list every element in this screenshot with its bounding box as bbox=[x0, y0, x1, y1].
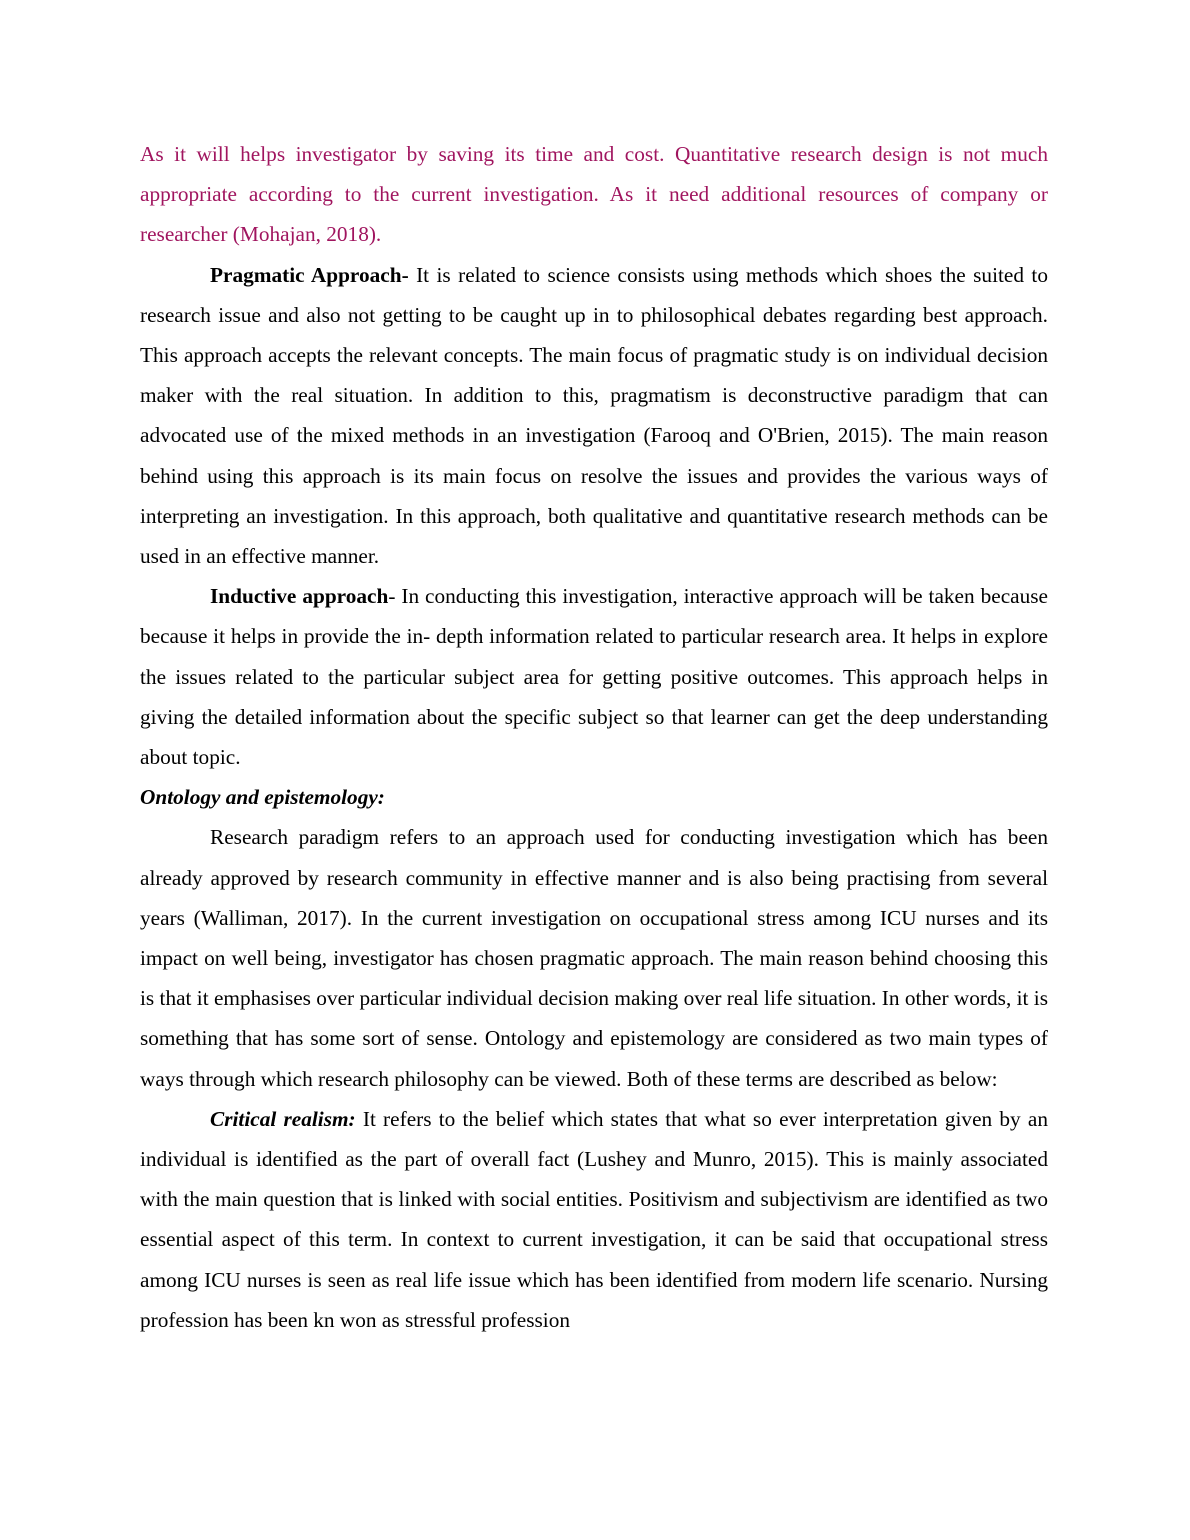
pragmatic-approach-paragraph bbox=[140, 255, 1048, 577]
inductive-approach-text: - In conducting this investigation, interactive approach will be taken because because it helps in provide the in- depth information related to particular research area. It helps in explore the issues related to the particular subject area for getting positive outcomes. This approach helps in giving the detailed information about the specific subject so that learner can get the deep understanding about topic. bbox=[140, 584, 1048, 770]
critical-realism-paragraph bbox=[140, 1099, 1048, 1340]
critical-realism-text: It refers to the belief which states that what so ever interpretation given by an individual is identified as the part of overall fact (Lushey and Munro, 2015). This is mainly associated with the main question that is linked with social entities. Positivism and subjectivism are identified as two essential aspect of this term. In context to current investigation, it can be said that occupational stress among ICU nurses is seen as real life issue which has been identified from modern life scenario. Nursing profession has been kn won as stressful profession bbox=[140, 1106, 1048, 1332]
document-page bbox=[140, 134, 1048, 1340]
critical-realism-term: Critical realism: bbox=[210, 1106, 356, 1131]
inductive-approach-term: Inductive approach bbox=[210, 584, 389, 609]
intro-paragraph: As it will helps investigator by saving its time and cost. Quantitative research design is not much appropriate according to the current investigation. As it need additional resources of company or researcher (Mohajan, 2018). bbox=[140, 142, 1048, 247]
research-paradigm-paragraph: Research paradigm refers to an approach used for conducting investigation which has been already approved by research community in effective manner and is also being practising from several years (Walliman, 2017). In the current investigation on occupational stress among ICU nurses and its impact on well being, investigator has chosen pragmatic approach. The main reason behind choosing this is that it emphasises over particular individual decision making over real life situation. In other words, it is something that has some sort of sense. Ontology and epistemology are considered as two main types of ways through which research philosophy can be viewed. Both of these terms are described as below: bbox=[140, 825, 1048, 1091]
pragmatic-approach-term: Pragmatic Approach- bbox=[210, 262, 409, 287]
inductive-approach-paragraph bbox=[140, 576, 1048, 777]
pragmatic-approach-text: It is related to science consists using methods which shoes the suited to research issue and also not getting to be caught up in to philosophical debates regarding best approach. This approach accepts the relevant concepts. The main focus of pragmatic study is on individual decision maker with the real situation. In addition to this, pragmatism is deconstructive paradigm that can advocated use of the mixed methods in an investigation (Farooq and O'Brien, 2015). The main reason behind using this approach is its main focus on resolve the issues and provides the various ways of interpreting an investigation. In this approach, both qualitative and quantitative research methods can be used in an effective manner. bbox=[140, 262, 1048, 569]
ontology-heading: Ontology and epistemology: bbox=[140, 785, 385, 810]
